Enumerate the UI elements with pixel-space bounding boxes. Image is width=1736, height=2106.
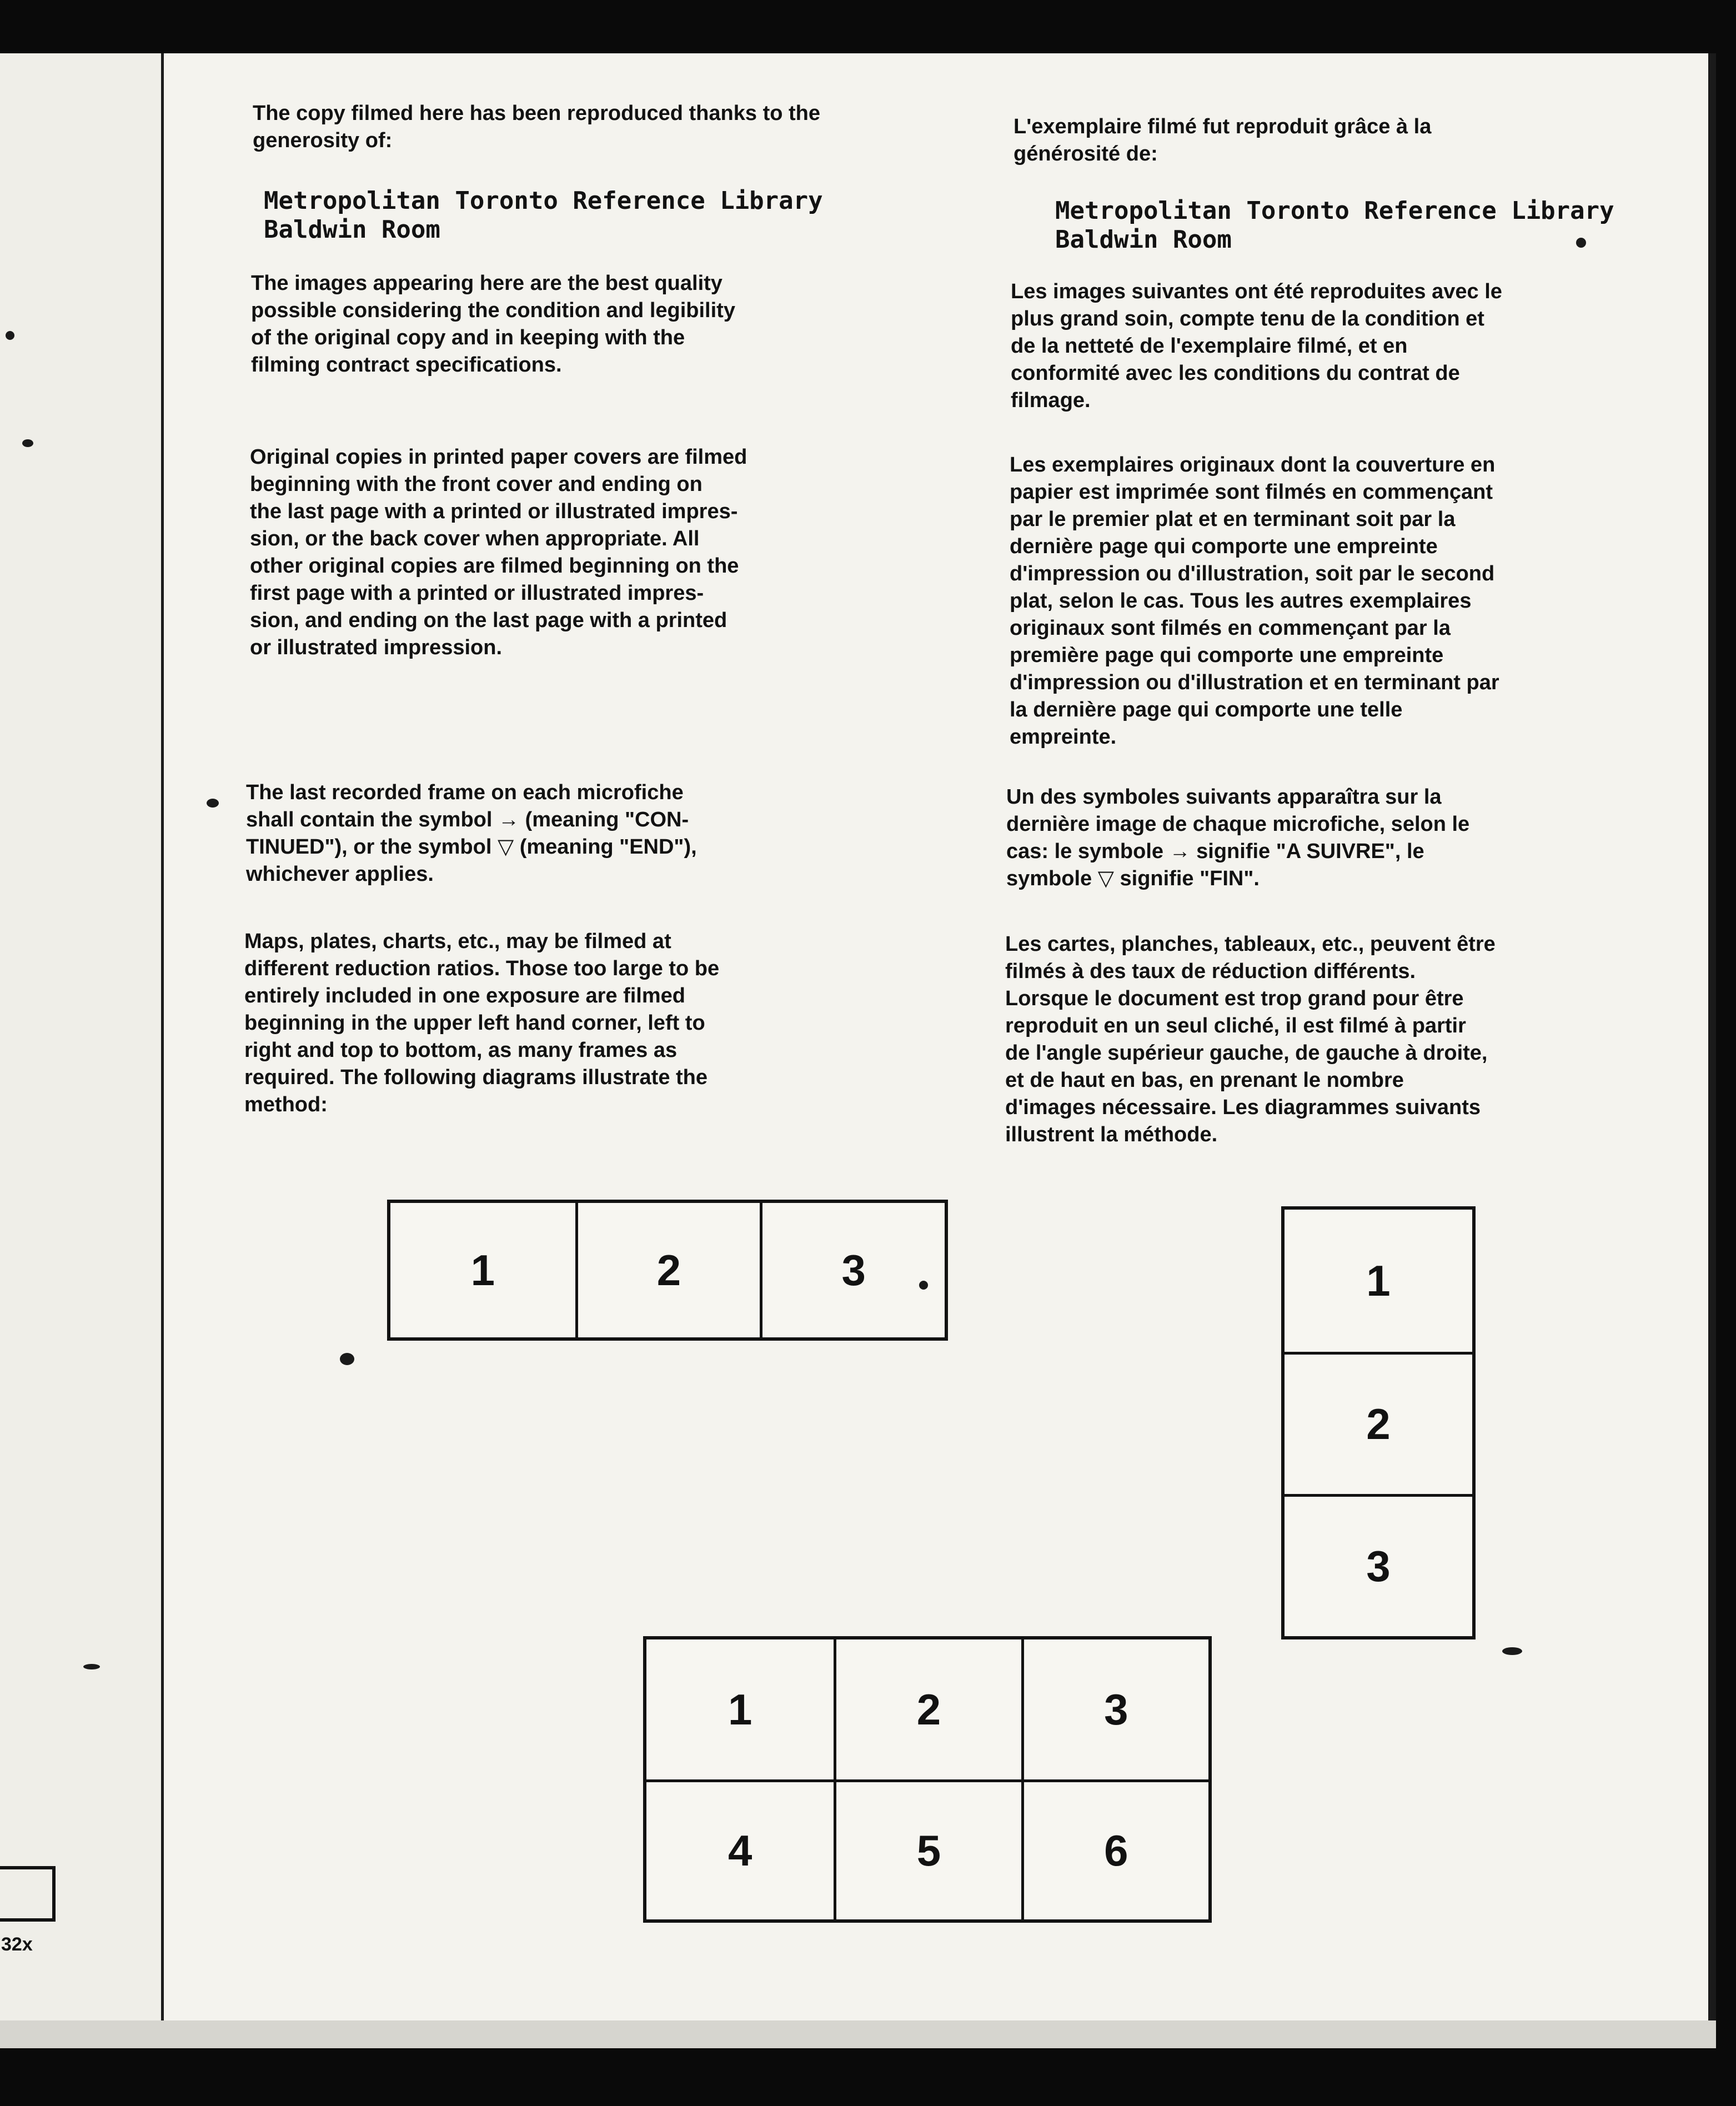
french-maps-paragraph: Les cartes, planches, tableaux, etc., peuvent être filmés à des taux de réduction différents. Lorsque le document est trop grand pour être reproduit en un seul cliché, il est filmé à partir de l'angle supérieur gauche, de gauche à droite, et de haut en bas, en prenant le nombre d'images nécessaire. Les diagrammes suivants illustrent la méthode.: [1005, 932, 1496, 1146]
frame-cell: 4: [646, 1779, 834, 1919]
scan-speck: [919, 1281, 928, 1290]
scan-speck: [22, 439, 33, 447]
previous-frame-strip: [0, 53, 164, 2048]
frame-bottom-band: [0, 2020, 1716, 2048]
frame-cell: 6: [1021, 1779, 1208, 1919]
frame-cell: 3: [760, 1203, 945, 1337]
scan-speck: [1576, 238, 1586, 248]
reduction-ratio-box: [0, 1866, 56, 1922]
english-quality-paragraph: The images appearing here are the best quality possible considering the condition and legibility of the original copy and in keeping with the filming contract specifications.: [251, 272, 735, 377]
english-symbols-paragraph: The last recorded frame on each microfiche shall contain the symbol → (meaning "CON- TINUED"), or the symbol ▽ (meaning "END"), whichever applies.: [246, 781, 697, 886]
frame-cell: 3: [1021, 1639, 1208, 1779]
frame-cell: 1: [470, 1245, 495, 1295]
english-maps-paragraph: Maps, plates, charts, etc., may be filmed at different reduction ratios. Those too large to be entirely included in one exposure are filmed beginning in the upper left hand corner, left to right and top to bottom, as many frames as required. The following diagrams illustrate the method:: [244, 930, 720, 1116]
vertical-frames-diagram: [1281, 1206, 1476, 1639]
scanned-page: [0, 53, 1716, 2048]
english-originals-paragraph: Original copies in printed paper covers are filmed beginning with the front cover and ending on the last page with a printed or illustrated impres- sion, or the back cover when appropriate. All other original copies are filmed beginning on the first page with a printed or illustrated impres- sion, and ending on the last page with a printed or illustrated impression.: [250, 445, 747, 659]
reduction-ratio-label: 32x: [1, 1934, 33, 1955]
french-quality-paragraph: Les images suivantes ont été reproduites avec le plus grand soin, compte tenu de la condition et de la netteté de l'exemplaire filmé, et en conformité avec les conditions du contrat de filmage.: [1011, 280, 1502, 412]
french-intro: L'exemplaire filmé fut reproduit grâce à la générosité de:: [1013, 115, 1432, 166]
frame-cell: 3: [1285, 1494, 1472, 1636]
frame-cell: 1: [1366, 1256, 1391, 1305]
scan-speck: [207, 799, 219, 808]
frame-cell: 5: [834, 1779, 1021, 1919]
grid-frames-diagram: [643, 1636, 1212, 1923]
frame-edge: [1708, 53, 1716, 2048]
french-institution: Metropolitan Toronto Reference Library Baldwin Room: [1055, 197, 1614, 254]
scan-speck: [6, 331, 14, 340]
horizontal-frames-diagram: [387, 1200, 948, 1341]
frame-cell: 2: [1285, 1352, 1472, 1494]
english-institution: Metropolitan Toronto Reference Library Baldwin Room: [264, 187, 823, 244]
french-originals-paragraph: Les exemplaires originaux dont la couverture en papier est imprimée sont filmés en commençant par le premier plat et en terminant soit par la dernière page qui comporte une empreinte d'impression ou d'illustration, soit par le second plat, selon le cas. Tous les autres exemplaires originaux sont filmés en commençant par la première page qui comporte une empreinte d'impression ou d'illustration et en terminant par la dernière page qui comporte une telle empreinte.: [1010, 453, 1499, 749]
frame-cell: 2: [834, 1639, 1021, 1779]
scan-speck: [83, 1664, 100, 1669]
scan-speck: [1502, 1647, 1522, 1655]
frame-cell: 1: [727, 1684, 752, 1734]
english-intro: The copy filmed here has been reproduced thanks to the generosity of:: [253, 102, 820, 152]
frame-cell: 2: [575, 1203, 760, 1337]
french-symbols-paragraph: Un des symboles suivants apparaîtra sur la dernière image de chaque microfiche, selon le cas: le symbole → signifie "A SUIVRE", le symbole ▽ signifie "FIN".: [1006, 785, 1470, 890]
scan-speck: [340, 1353, 354, 1365]
